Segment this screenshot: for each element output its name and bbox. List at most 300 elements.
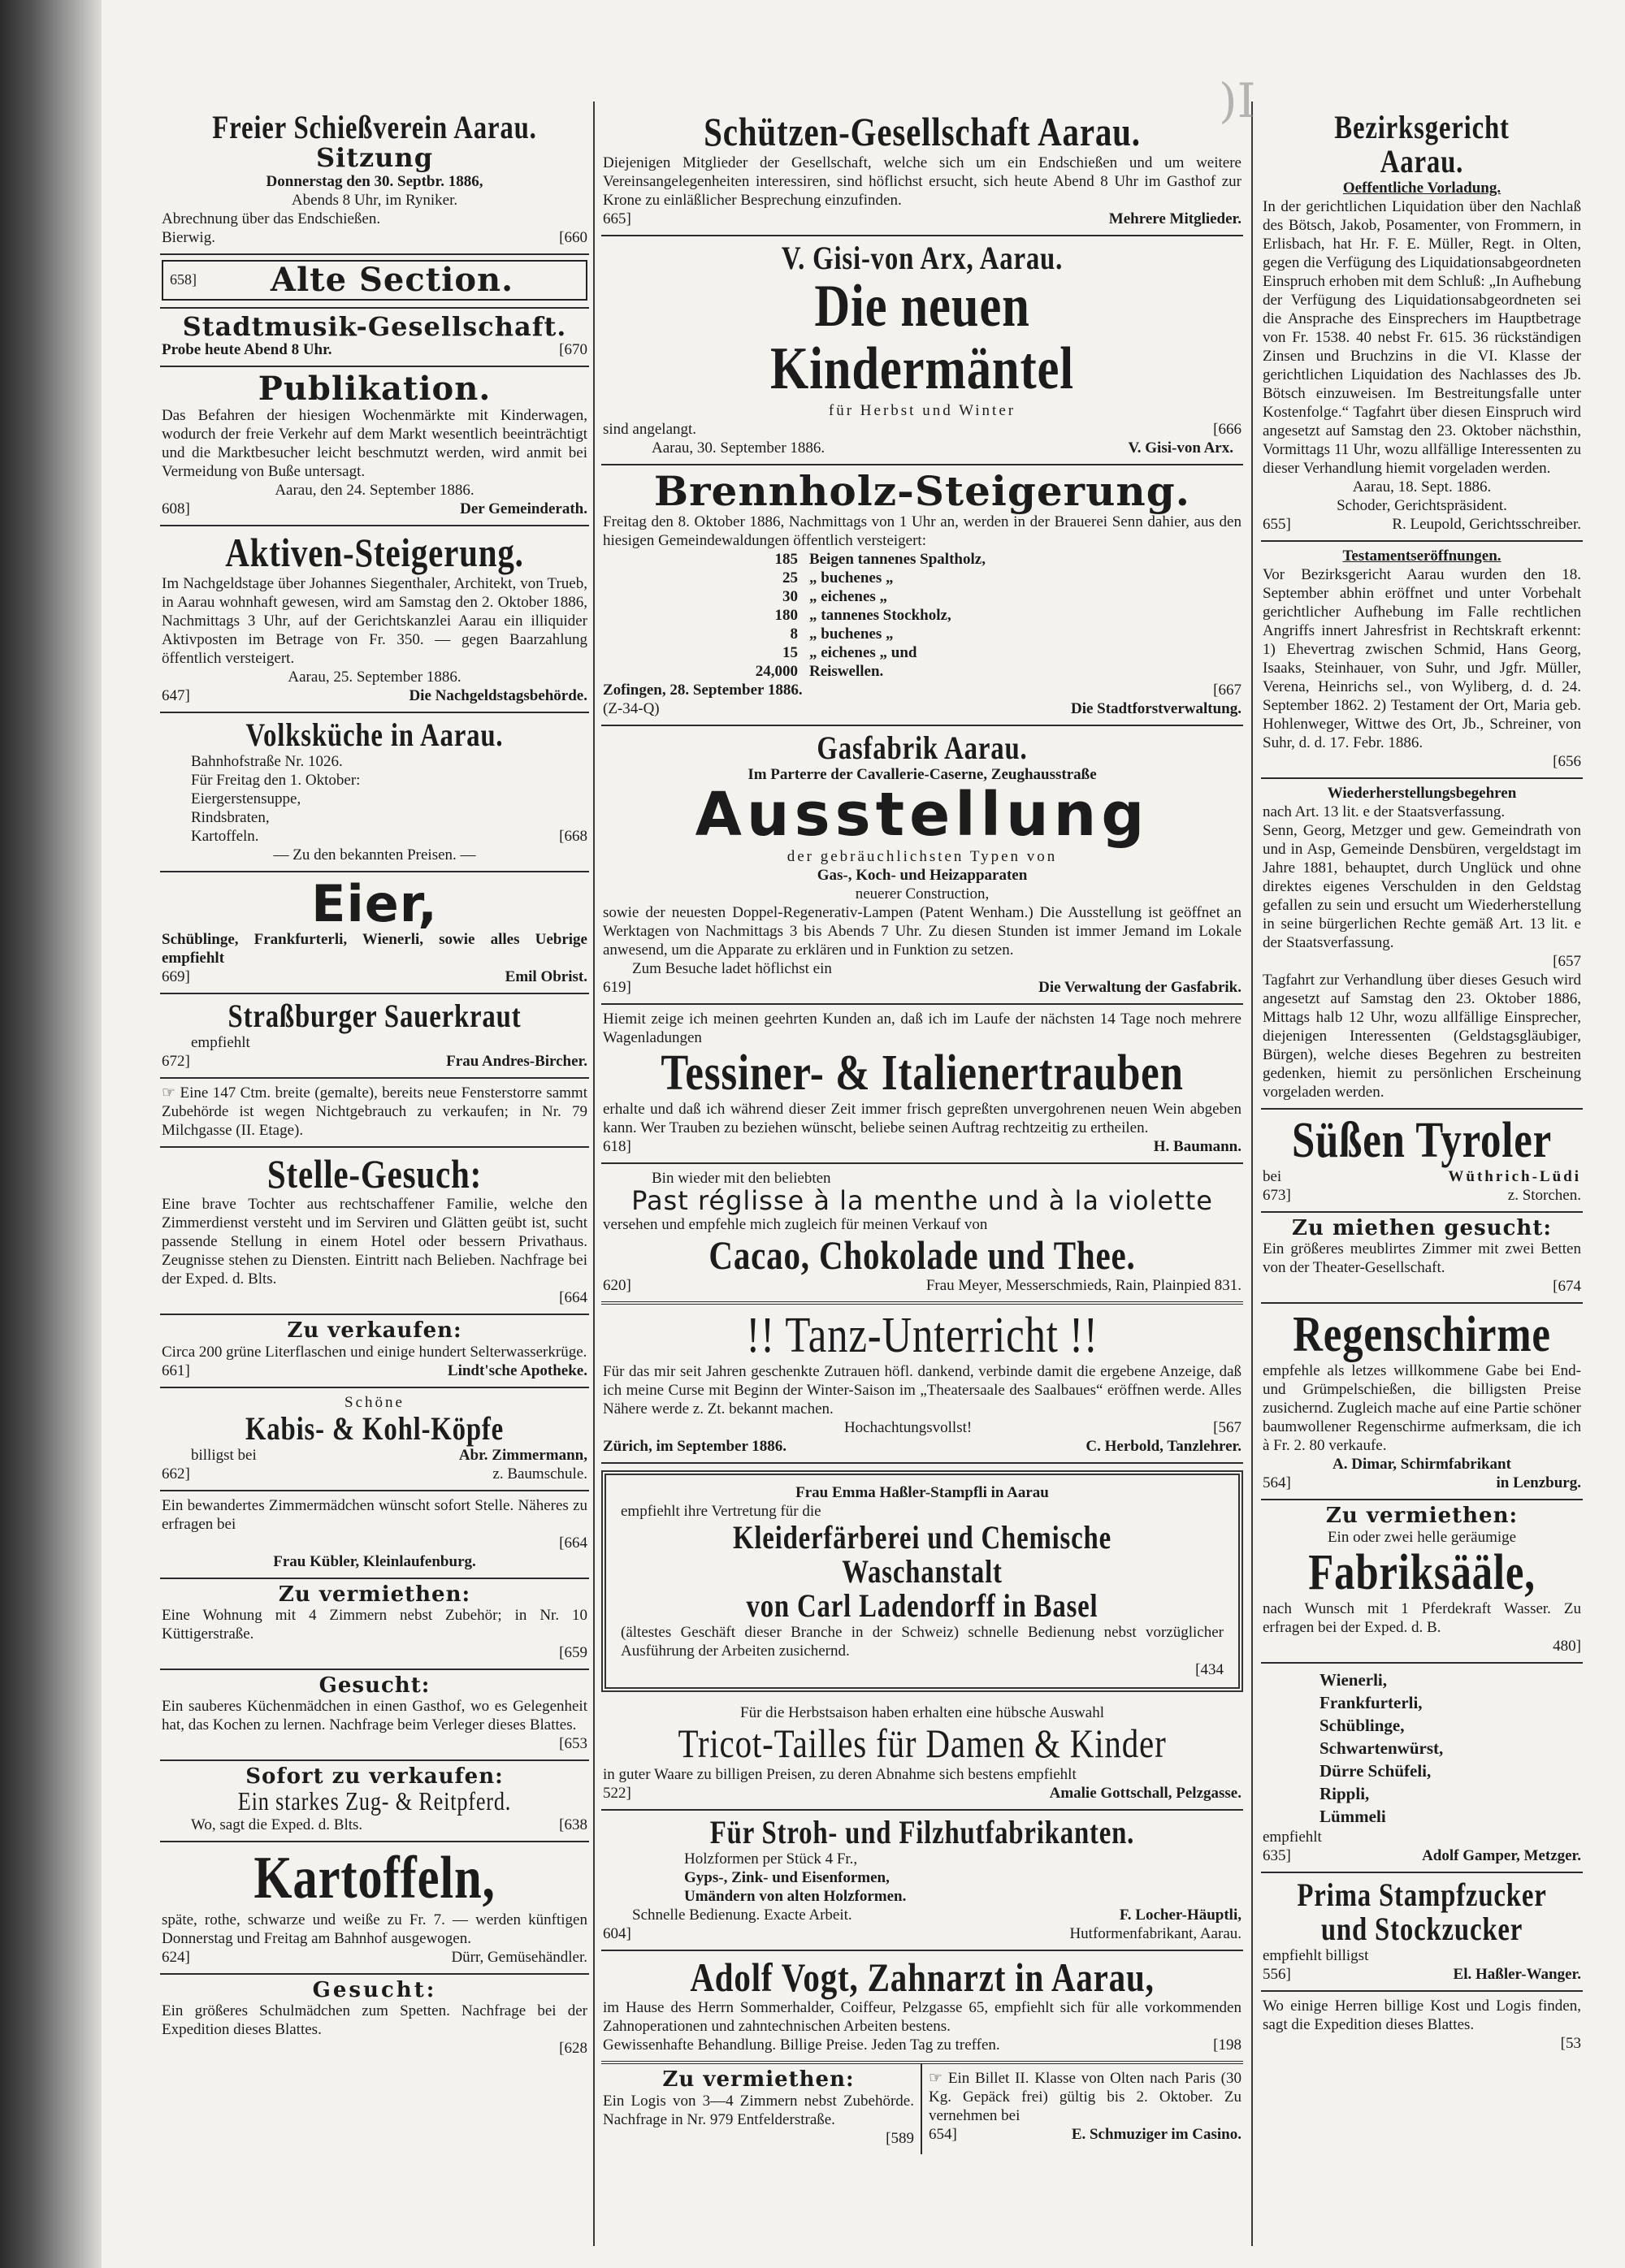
ad-signature: in Lenzburg. xyxy=(1496,1474,1581,1492)
ad-signature: H. Baumann. xyxy=(1153,1138,1242,1156)
ad-volkskueche xyxy=(160,713,589,872)
ad-number-row xyxy=(1263,952,1581,971)
ad-tanz-unterricht xyxy=(601,1305,1243,1464)
ad-zahnarzt xyxy=(601,1951,1243,2065)
ad-footer xyxy=(603,439,1242,457)
ad-footer xyxy=(162,228,587,247)
ad-body: Vor Bezirksgericht Aarau wurden den 18. September abhin eröffnet und unter Vorbehalt gerichtlicher Aufhebung im Falle rechtlichen Angriffs innert Jahresfrist in Rechtskraft erkennt: 1) Ehevertrag zwischen Schmid, Hans Georg, Isaaks, Steinhauer, von Suhr, und Jgfr. Müller, Verena, Heinrichs sel., von Wyliberg, d. d. 24. September 1862. 2) Testament der Ort, Maria geb. Hohlenweger, Wittwe des Ort, Jb., Schreiner, von Suhr, d. d. 17. Febr. 1886. xyxy=(1263,566,1581,751)
ad-line: der gebräuchlichsten Typen von xyxy=(786,848,1058,866)
ad-signature: E. Schmuziger im Casino. xyxy=(1071,2126,1242,2144)
ad-title: Brennholz-Steigerung. xyxy=(653,466,1191,515)
ad-title: Alte Section. xyxy=(270,260,514,299)
ad-billet xyxy=(922,2064,1243,2153)
product-item: Rippli, xyxy=(1320,1783,1370,1803)
ad-title: Straßburger Sauerkraut xyxy=(228,997,522,1034)
ad-body: ☞ Ein Billet II. Klasse von Olten nach Paris (30 Kg. Gepäck frei) gültig bis 2. Oktober. Zu vernehmen bei xyxy=(929,2070,1242,2125)
ad-line xyxy=(603,681,1242,699)
ad-number: [659 xyxy=(559,1643,587,1661)
ad-logis xyxy=(601,2064,922,2153)
ad-title: Testamentseröffnungen. xyxy=(1342,548,1502,565)
ad-number: 618] xyxy=(603,1138,631,1156)
ad-body: in guter Waare zu billigen Preisen, zu deren Abnahme sich bestens empfiehlt xyxy=(603,1765,1077,1783)
ad-number: 608] xyxy=(162,500,190,518)
wood-item xyxy=(733,643,1242,662)
ad-footer xyxy=(603,699,1242,718)
ad-title: Gasfabrik Aarau. xyxy=(817,729,1028,767)
ad-kindermaentel xyxy=(601,236,1243,465)
ad-title: Gesucht: xyxy=(312,1977,437,2002)
ad-body: Eine brave Tochter aus rechtschaffener Familie, welche den Zimmerdienst versteht und im Serviren und Glätten geübt ist, sucht passende Stellung in einem Hotel oder bessern Privathaus. Zeugnisse stehen zu Diensten. Eintritt nach Belieben. Nachfrage bei der Exped. d. Blts. xyxy=(162,1196,587,1288)
ad-footer xyxy=(162,1465,587,1483)
ad-footer xyxy=(603,1784,1242,1803)
ad-signature: Die Stadtforstverwaltung. xyxy=(1070,700,1242,718)
wood-item xyxy=(733,625,1242,643)
ad-signature: C. Herbold, Tanzlehrer. xyxy=(1086,1438,1242,1456)
ad-line: versehen und empfehle mich zugleich für meinen Verkauf von xyxy=(603,1215,988,1233)
wood-item xyxy=(733,550,1242,569)
ad-title: und Stockzucker xyxy=(1320,1910,1523,1947)
ad-footer xyxy=(603,2036,1242,2054)
ad-body: Für das mir seit Jahren geschenkte Zutrauen höfl. dankend, verbinde damit die ergebene Anzeige, daß ich meine Curse mit Beginn der Winter-Saison im „Theatersaale des Saalbaues“ eröffnen werde. Alles Nähere werde z. Zt. bekannt machen. xyxy=(603,1363,1242,1418)
ad-footer xyxy=(603,1276,1242,1295)
boxed-notice xyxy=(162,260,587,301)
ad-signature: Die Nachgeldstagsbehörde. xyxy=(409,686,587,704)
ad-line: nach Art. 13 lit. e der Staatsverfassung. xyxy=(1263,803,1506,820)
book-binding-edge xyxy=(0,0,102,2268)
ad-kartoffeln xyxy=(160,1842,589,1975)
ad-number: [668 xyxy=(559,827,587,845)
ad-sauerkraut xyxy=(160,994,589,1079)
ad-signature: Dürr, Gemüsehändler. xyxy=(451,1948,587,1966)
ad-line: Schnelle Bedienung. Exacte Arbeit. xyxy=(632,1906,852,1924)
ad-brennholz xyxy=(601,465,1243,727)
ad-footer xyxy=(1263,515,1581,534)
ad-line: Abrechnung über das Endschießen. xyxy=(162,210,381,227)
ad-line xyxy=(603,1418,1242,1437)
ad-number: 661] xyxy=(162,1361,190,1379)
ad-title: Zu vermiethen: xyxy=(278,1582,471,1607)
ad-kabis xyxy=(160,1388,589,1491)
ad-line: Frau Emma Haßler-Stampfli in Aarau xyxy=(795,1484,1049,1502)
ad-footer xyxy=(621,1660,1224,1679)
ad-body: Circa 200 grüne Literflaschen und einige hundert Selterwasserkrüge. xyxy=(162,1343,587,1361)
ad-signature: Hutformenfabrikant, Aarau. xyxy=(1069,1924,1242,1942)
ad-title: Volksküche in Aarau. xyxy=(245,716,504,753)
ad-footer xyxy=(603,1924,1242,1943)
ad-title: Zu vermiethen: xyxy=(1325,1504,1519,1529)
ad-line: empfiehlt billigst xyxy=(1263,1946,1369,1964)
ad-schulmaedchen xyxy=(160,1975,589,2064)
ad-title: Für Stroh- und Filzhutfabrikanten. xyxy=(709,1813,1135,1850)
ad-stadtmusik xyxy=(160,309,589,368)
ad-footer xyxy=(1263,1846,1581,1865)
ad-title: !! Tanz-Unterricht !! xyxy=(746,1308,1098,1364)
ad-line: Für Freitag den 1. Oktober: xyxy=(191,771,361,789)
wood-item xyxy=(733,606,1242,625)
product-item: Schüblinge, xyxy=(1320,1715,1405,1735)
ad-footer xyxy=(1263,752,1581,771)
wood-quantity: 30 xyxy=(782,588,798,606)
wood-item xyxy=(733,569,1242,587)
ad-number: 620] xyxy=(603,1277,631,1295)
ad-zu-verkaufen xyxy=(160,1315,589,1387)
ad-body: Wo einige Herren billige Kost und Logis finden, sagt die Expedition dieses Blattes. xyxy=(1263,1997,1581,2033)
ad-number: 635] xyxy=(1263,1846,1291,1864)
ad-line: Hiemit zeige ich meinen geehrten Kunden an, daß ich im Laufe der nächsten 14 Tage noch mehrere Wagenladungen xyxy=(603,1011,1242,1047)
ad-line: Gewissenhafte Behandlung. Billige Preise. Jeden Tag zu treffen. xyxy=(603,2036,1000,2054)
ad-footer xyxy=(162,1534,587,1552)
ad-date: Zürich, im September 1886. xyxy=(603,1438,787,1456)
ad-line: Abends 8 Uhr, im Ryniker. xyxy=(291,191,458,209)
ad-aktiven-steigerung xyxy=(160,526,589,713)
ad-kuechenmaedchen xyxy=(160,1670,589,1761)
ad-line: neuerer Construction, xyxy=(855,885,990,903)
column-rule xyxy=(1251,102,1253,2246)
ad-signature: Die Verwaltung der Gasfabrik. xyxy=(1038,979,1242,997)
ad-number: [198 xyxy=(1213,2036,1242,2054)
ad-title: Sofort zu verkaufen: xyxy=(245,1764,504,1790)
ad-pferd xyxy=(160,1761,589,1842)
ad-footer xyxy=(162,686,587,705)
ad-title: Tricot-Tailles für Damen & Kinder xyxy=(678,1720,1167,1767)
ad-signature: Frau Andres-Bircher. xyxy=(446,1052,587,1070)
ad-line: Ein oder zwei helle geräumige xyxy=(1327,1528,1517,1546)
ad-footer xyxy=(162,967,587,986)
ad-body: Senn, Georg, Metzger und gew. Gemeindrath von und in Asp, Gemeinde Densbüren, vergeldstagt im Jahre 1881, behauptet, durch Unglück und ohne direktes eigenes Verschulden in den Geldstag gefallen zu sein und ersucht um Wiederherstellung in seine bürgerlichen Rechte gemäß Art. 13 lit. e der Staatsverfassung. xyxy=(1263,822,1581,951)
ad-schuetzen-gesellschaft xyxy=(601,106,1243,236)
ad-body: Ein größeres meublirtes Zimmer mit zwei Betten von der Theater-Gesellschaft. xyxy=(1263,1240,1581,1277)
ad-tricot-tailles xyxy=(601,1699,1243,1811)
ad-signature: Emil Obrist. xyxy=(505,967,587,985)
ad-date: Aarau, den 24. September 1886. xyxy=(275,482,474,500)
ad-body: Schüblinge, Frankfurterli, Wienerli, sowie alles Uebrige empfiehlt xyxy=(162,930,587,967)
wood-type: „ eichenes „ xyxy=(809,588,888,606)
ad-footer xyxy=(162,340,587,359)
ad-cacao xyxy=(601,1164,1243,1305)
ad-footer xyxy=(1263,1637,1581,1656)
ad-title: Stadtmusik-Gesellschaft. xyxy=(182,310,567,342)
right-column xyxy=(1261,106,1583,2059)
ad-body: Das Befahren der hiesigen Wochenmärkte mit Kinderwagen, wodurch der freie Verkehr auf dem Markt wesentlich beeinträchtigt und die Marktbesucher leicht beschmutzt werden, wird anmit bei Vermeidung von Buße untersagt. xyxy=(162,407,587,481)
ad-title: Tessiner- & Italienertrauben xyxy=(661,1045,1184,1102)
ad-footer xyxy=(603,1437,1242,1456)
ad-line xyxy=(603,1906,1242,1924)
wood-type: „ eichenes „ und xyxy=(809,644,917,662)
ad-signature: El. Haßler-Wanger. xyxy=(1453,1965,1581,1983)
ad-zimmermaedchen xyxy=(160,1491,589,1579)
ad-number: [666 xyxy=(1213,420,1242,438)
product-item: Dürre Schüfeli, xyxy=(1320,1760,1432,1781)
wood-item xyxy=(733,662,1242,681)
ad-line: Umändern von alten Holzformen. xyxy=(684,1887,907,1905)
wood-quantity: 185 xyxy=(774,551,798,569)
ad-signature: Abr. Zimmermann, xyxy=(458,1446,587,1464)
ad-headline: Fabriksääle, xyxy=(1308,1544,1536,1600)
ad-headline: Ausstellung xyxy=(695,780,1150,850)
ad-publikation xyxy=(160,367,589,526)
ad-gasfabrik xyxy=(601,726,1243,1005)
ad-zimmer-gesucht xyxy=(1261,1213,1583,1304)
ad-line: Bahnhofstraße Nr. 1026. xyxy=(191,752,343,770)
ad-body: Ein sauberes Küchenmädchen in einen Gasthof, wo es Gelegenheit hat, das Kochen zu lernen. Nachfrage beim Verleger dieses Blattes. xyxy=(162,1698,587,1734)
ad-line: Zum Besuche ladet höflichst ein xyxy=(632,960,832,978)
wood-type: Reiswellen. xyxy=(809,663,884,681)
ad-code: (Z-34-Q) xyxy=(603,700,660,718)
ad-line: Bin wieder mit den beliebten xyxy=(652,1170,831,1188)
column-rule xyxy=(593,102,595,2246)
ad-signature: Bierwig. xyxy=(162,228,215,246)
ad-hutfabrikanten xyxy=(601,1811,1243,1951)
ad-number: [638 xyxy=(559,1816,587,1834)
ad-number: 669] xyxy=(162,967,190,985)
ad-bezirksgericht xyxy=(1261,106,1583,542)
ad-body: sowie der neuesten Doppel-Regenerativ-Lampen (Patent Wenham.) Die Ausstellung ist geöffnet an Werktagen von Nachmittags 3 bis Abends 7 Uhr. Zu diesen Stunden ist immer Jemand im Lokale anwesend, um die Apparate zu erklären und in Funktion zu setzen. xyxy=(603,904,1242,959)
ad-body: Ein größeres Schulmädchen zum Spetten. Nachfrage bei der Expedition dieses Blattes. xyxy=(162,2002,587,2039)
wood-type: „ tannenes Stockholz, xyxy=(809,607,951,625)
ad-metzger xyxy=(1261,1664,1583,1873)
ad-body: Im Nachgeldstage über Johannes Siegenthaler, Architekt, von Trueb, in Aarau wohnhaft gewesen, wird am Samstag den 2. Oktober 1886, Nachmittags 3 Uhr, auf der Gerichtskanzlei Aarau ein illiquider Aktivposten im Betrage von Fr. 350. — gegen Baarzahlung öffentlich versteigert. xyxy=(162,574,587,667)
ad-number: [660 xyxy=(559,228,587,246)
ad-subtitle: Sitzung xyxy=(315,142,434,173)
ad-subtitle: Past réglisse à la menthe und à la violette xyxy=(631,1185,1213,1217)
product-list xyxy=(1263,1669,1581,1828)
ornamental-frame xyxy=(601,1470,1243,1692)
left-column xyxy=(160,106,589,2064)
ad-number: [667 xyxy=(1213,682,1242,699)
wood-quantity: 24,000 xyxy=(755,663,798,681)
ad-kost-logis xyxy=(1261,1992,1583,2059)
ad-line xyxy=(1263,1167,1581,1186)
ad-number: 655] xyxy=(1263,516,1291,533)
wood-quantity: 15 xyxy=(782,644,798,662)
ad-number: 624] xyxy=(162,1948,190,1966)
ad-signature: Frau Meyer, Messerschmieds, Rain, Plainpied 831. xyxy=(925,1277,1242,1295)
ad-trauben xyxy=(601,1005,1243,1164)
ad-body: nach Wunsch mit 1 Pferdekraft Wasser. Zu erfragen bei der Exped. d. B. xyxy=(1263,1599,1581,1636)
ad-signature: Wüthrich-Lüdi xyxy=(1448,1168,1581,1186)
ad-title: Publikation. xyxy=(258,370,492,409)
ad-body: (ältestes Geschäft dieser Branche in der Schweiz) schnelle Bedienung nebst vorzüglicher Ausführung der Arbeiten zusichernd. xyxy=(621,1624,1224,1660)
ad-signature: Frau Kübler, Kleinlaufenburg. xyxy=(273,1552,476,1570)
ad-number: [664 xyxy=(559,1289,587,1307)
ad-line: Kartoffeln. xyxy=(191,827,259,845)
ad-line: für Herbst und Winter xyxy=(828,401,1016,419)
ad-signature: F. Locher-Häuptli, xyxy=(1119,1906,1242,1924)
ad-title: Eier, xyxy=(311,873,438,933)
ad-signature: V. Gisi-von Arx. xyxy=(1128,439,1233,457)
ad-footer xyxy=(162,1948,587,1967)
ad-line: empfiehlt xyxy=(1263,1828,1322,1846)
ad-number: [567 xyxy=(1213,1419,1242,1437)
product-item: Wienerli, xyxy=(1320,1669,1388,1690)
ad-signature: z. Storchen. xyxy=(1507,1187,1581,1205)
ad-body: empfehle als letzes willkommene Gabe bei End- und Grümpelschießen, die billigsten Preise zusichernd. Zugleich mache auf eine Partie schöner baumwollener Regenschirme aufmerksam, die ich à Fr. 2. 80 verkaufe. xyxy=(1263,1362,1581,1455)
ad-stelle-gesuch xyxy=(160,1148,589,1316)
ad-footer xyxy=(162,1643,587,1662)
ad-signature: z. Baumschule. xyxy=(492,1465,587,1482)
ad-title: Zu vermiethen: xyxy=(662,2067,855,2093)
ad-line: Im Parterre der Cavallerie-Caserne, Zeughausstraße xyxy=(748,766,1097,784)
ad-footer xyxy=(162,1816,587,1834)
ad-signature: Mehrere Mitglieder. xyxy=(1108,210,1242,227)
ad-number: 604] xyxy=(603,1924,631,1942)
ad-footer xyxy=(1263,2034,1581,2053)
wood-item xyxy=(733,587,1242,606)
ad-title: Kartoffeln, xyxy=(254,1845,496,1912)
wood-quantity: 25 xyxy=(782,569,798,587)
ad-footer xyxy=(162,500,587,518)
ad-number: 654] xyxy=(929,2126,957,2144)
ad-number: [589 xyxy=(886,2129,914,2147)
ad-line xyxy=(603,420,1242,439)
ad-date: Aarau, 18. Sept. 1886. xyxy=(1352,478,1492,496)
ad-footer xyxy=(603,210,1242,228)
ad-number: 673] xyxy=(1263,1187,1291,1205)
ad-number: 662] xyxy=(162,1465,190,1482)
ad-title: Gesucht: xyxy=(318,1673,431,1698)
ad-number: 564] xyxy=(1263,1474,1291,1492)
ad-signature: R. Leupold, Gerichtsschreiber. xyxy=(1392,516,1581,533)
ad-title: Wiederherstellungsbegehren xyxy=(1327,785,1517,802)
ad-title: Die neuen Kindermäntel xyxy=(770,272,1074,403)
ad-line: Donnerstag den 30. Septbr. 1886, xyxy=(266,172,483,190)
ad-footer xyxy=(162,1734,587,1753)
ad-signature: Der Gemeinderath. xyxy=(460,500,587,518)
ad-number: [657 xyxy=(1553,953,1581,970)
ad-signature: A. Dimar, Schirmfabrikant xyxy=(1332,1456,1511,1474)
ad-number: 658] xyxy=(170,271,197,288)
product-item: Lümmeli xyxy=(1320,1806,1386,1826)
ad-footer xyxy=(162,827,587,846)
ad-fensterstorre xyxy=(160,1079,589,1148)
ad-title: Schützen-Gesellschaft Aarau. xyxy=(704,109,1141,154)
ad-footer xyxy=(1263,1965,1581,1984)
ad-footer xyxy=(929,2125,1242,2144)
ad-eier xyxy=(160,872,589,994)
ad-footer xyxy=(162,1288,587,1307)
wood-type: „ buchenes „ xyxy=(809,625,894,643)
ad-number: [656 xyxy=(1553,753,1581,770)
wood-list xyxy=(733,550,1242,681)
ad-subtitle: von Carl Ladendorff in Basel xyxy=(746,1587,1098,1625)
ad-line: Rindsbraten, xyxy=(191,808,270,826)
ad-signature: Amalie Gottschall, Pelzgasse. xyxy=(1049,1784,1242,1802)
ad-title: Stelle-Gesuch: xyxy=(266,1150,483,1197)
ad-subtitle: Oeffentliche Vorladung. xyxy=(1342,180,1502,197)
ad-title: Bezirksgericht Aarau. xyxy=(1334,109,1510,180)
ad-line xyxy=(162,1446,587,1465)
ad-line: billigst bei xyxy=(191,1446,257,1464)
ad-line: Schoder, Gerichtspräsident. xyxy=(1337,497,1507,514)
product-item: Schwartenwürst, xyxy=(1320,1738,1444,1758)
ad-number: 480] xyxy=(1553,1637,1581,1655)
ad-subtitle: Ein starkes Zug- & Reitpferd. xyxy=(237,1786,512,1816)
ad-line: Hochachtungsvollst! xyxy=(843,1419,973,1437)
ad-number: 619] xyxy=(603,979,631,997)
ad-title: Adolf Vogt, Zahnarzt in Aarau, xyxy=(690,1954,1155,2000)
ad-footer xyxy=(1263,1277,1581,1296)
ad-number: 647] xyxy=(162,686,190,704)
ad-fabriksaele xyxy=(1261,1500,1583,1663)
ad-date: Aarau, 30. September 1886. xyxy=(652,439,826,457)
ad-body: Ein bewandertes Zimmermädchen wünscht sofort Stelle. Näheres zu erfragen bei xyxy=(162,1496,587,1533)
ad-line: Eiergerstensuppe, xyxy=(191,790,301,807)
ad-body: Ein Logis von 3—4 Zimmern nebst Zubehörde. Nachfrage in Nr. 979 Entfelderstraße. xyxy=(603,2092,914,2128)
ad-alte-section xyxy=(160,255,589,309)
ad-body: ☞ Eine 147 Ctm. breite (gemalte), bereits neue Fensterstorre sammt Zubehörde ist wegen Nichtgebrauch zu verkaufen; in Nr. 79 Milchgasse (II. Etage). xyxy=(162,1084,587,1139)
ad-number: [53 xyxy=(1560,2034,1581,2052)
ad-title: Zu verkaufen: xyxy=(287,1318,462,1344)
ad-footer xyxy=(603,1137,1242,1156)
ad-line: empfiehlt ihre Vertretung für die xyxy=(621,1503,821,1521)
ad-number: [653 xyxy=(559,1735,587,1753)
ad-suessen-tyroler xyxy=(1261,1110,1583,1213)
ad-line: Gyps-, Zink- und Eisenformen, xyxy=(684,1868,890,1886)
ad-body: Diejenigen Mitglieder der Gesellschaft, welche sich um ein Endschießen und um weitere Vereinsangelegenheiten interessiren, sind höflichst ersucht, sich heute Abend 8 Uhr im Gasthof zur Krone zu einläßlicher Besprechung einzufinden. xyxy=(603,154,1242,209)
product-item: Frankfurterli, xyxy=(1320,1692,1423,1712)
ad-title: Aktiven-Steigerung. xyxy=(225,530,524,576)
ad-number: 556] xyxy=(1263,1965,1291,1983)
ad-number: [670 xyxy=(559,341,587,359)
ad-footer xyxy=(1263,1186,1581,1205)
ad-line: — Zu den bekannten Preisen. — xyxy=(273,846,476,863)
middle-column xyxy=(601,106,1243,2154)
wood-type: Beigen tannenes Spaltholz, xyxy=(809,551,986,569)
ad-testamente xyxy=(1261,542,1583,779)
ad-wiederherstellung xyxy=(1261,779,1583,1110)
ad-body: Tagfahrt zur Verhandlung über dieses Gesuch wird angesetzt auf Samstag den 23. Oktober 1886, Mittags halb 12 Uhr, wozu allfällige Einsprecher, diejenigen Interessenten (Geldstagsgläubiger, Bürgen), welche dieses Begehren zu bestreiten gedenken, hiemit zu persönlichen Erscheinung vorgeladen werden. xyxy=(1263,972,1581,1101)
ad-number: [434 xyxy=(1195,1661,1224,1679)
ad-title: Cacao, Chokolade und Thee. xyxy=(708,1231,1136,1278)
ad-footer xyxy=(162,1052,587,1071)
ad-line: Für die Herbstsaison haben erhalten eine hübsche Auswahl xyxy=(740,1704,1104,1722)
ad-body: Freitag den 8. Oktober 1886, Nachmittags von 1 Uhr an, werden in der Brauerei Senn dahier, aus den hiesigen Gemeindewaldungen öffentlich versteigert: xyxy=(603,513,1242,550)
ad-kleiderfaerberei xyxy=(601,1464,1243,1699)
ad-body: späte, rothe, schwarze und weiße zu Fr. 7. — werden künftigen Donnerstag und Freitag am Bahnhof ausgewogen. xyxy=(162,1911,587,1947)
ad-number: [674 xyxy=(1553,1278,1581,1296)
ad-title: Kleiderfärberei und Chemische Waschanstalt xyxy=(733,1519,1112,1591)
ad-body: In der gerichtlichen Liquidation über den Nachlaß des Bötsch, Jakob, Posamenter, von Frommern, in Erlisbach, hat Hr. F. E. Müller, Regt. in Olten, gegen die Verfügung des Liquidationsabgeordneten Einspruch erhoben mit dem Schluß: „In Aufhebung der Verfügung des Liquidationsabgeordneten sei die Ansprache des Einsprechers im Hauptbetrage von Fr. 1538. 40 nebst Fr. 615. 36 rückständigen Zinsen und Bruchzins in die VI. Klasse der gerichtlichen Liquidation des Nachlasses des Jb. Bötsch einzuweisen. Im Bestreitungsfalle unter Kostenfolge.“ Tagfahrt über diesen Einspruch wird angesetzt auf Samstag den 23. Oktober nächsthin, Vormittags 11 Uhr, wozu allfällige Interessenten zu dieser Verhandlung hiemit vorgeladen werden. xyxy=(1263,198,1581,477)
wood-type: „ buchenes „ xyxy=(809,569,894,587)
ad-footer xyxy=(162,1361,587,1380)
ad-line: empfiehlt xyxy=(191,1033,250,1051)
ad-wohnung xyxy=(160,1579,589,1670)
ad-line: Schöne xyxy=(344,1393,405,1411)
ad-line: bei xyxy=(1263,1168,1282,1186)
ad-line: sind angelangt. xyxy=(603,420,697,438)
ad-signature: Lindt'sche Apotheke. xyxy=(447,1361,587,1379)
ad-line: Holzformen per Stück 4 Fr., xyxy=(684,1850,858,1868)
ad-body: im Hause des Herrn Sommerhalder, Coiffeur, Pelzgasse 65, empfiehlt sich für alle vorkommenden Zahnoperationen und zahntechnischen Arbeiten bestens. xyxy=(603,1999,1242,2036)
ad-line: Probe heute Abend 8 Uhr. xyxy=(162,341,332,359)
ad-footer xyxy=(603,978,1242,997)
ad-number: [628 xyxy=(559,2040,587,2058)
ad-line: Wo, sagt die Exped. d. Blts. xyxy=(191,1816,363,1834)
ad-date: Zofingen, 28. September 1886. xyxy=(603,682,803,699)
ad-date: Aarau, 25. September 1886. xyxy=(288,668,462,686)
ad-row-bottom xyxy=(601,2064,1243,2153)
ad-footer xyxy=(162,2039,587,2058)
pencil-mark: )I xyxy=(1219,73,1256,128)
ad-title: Süßen Tyroler xyxy=(1291,1113,1553,1168)
ad-number: 672] xyxy=(162,1052,190,1070)
ad-regenschirme xyxy=(1261,1304,1583,1500)
ad-title: Kabis- & Kohl-Köpfe xyxy=(245,1409,505,1447)
ad-line: Gas-, Koch- und Heizapparaten xyxy=(817,867,1028,885)
ad-body: erhalte und daß ich während dieser Zeit immer frisch gepreßten unvergohrenen neuen Wein abgeben kann. Wer Trauben zu beziehen wünscht, beliebe seinen Auftrag rechtzeitig zu ertheilen. xyxy=(603,1101,1242,1137)
ad-title: Zu miethen gesucht: xyxy=(1292,1216,1552,1241)
wood-quantity: 180 xyxy=(774,607,798,625)
